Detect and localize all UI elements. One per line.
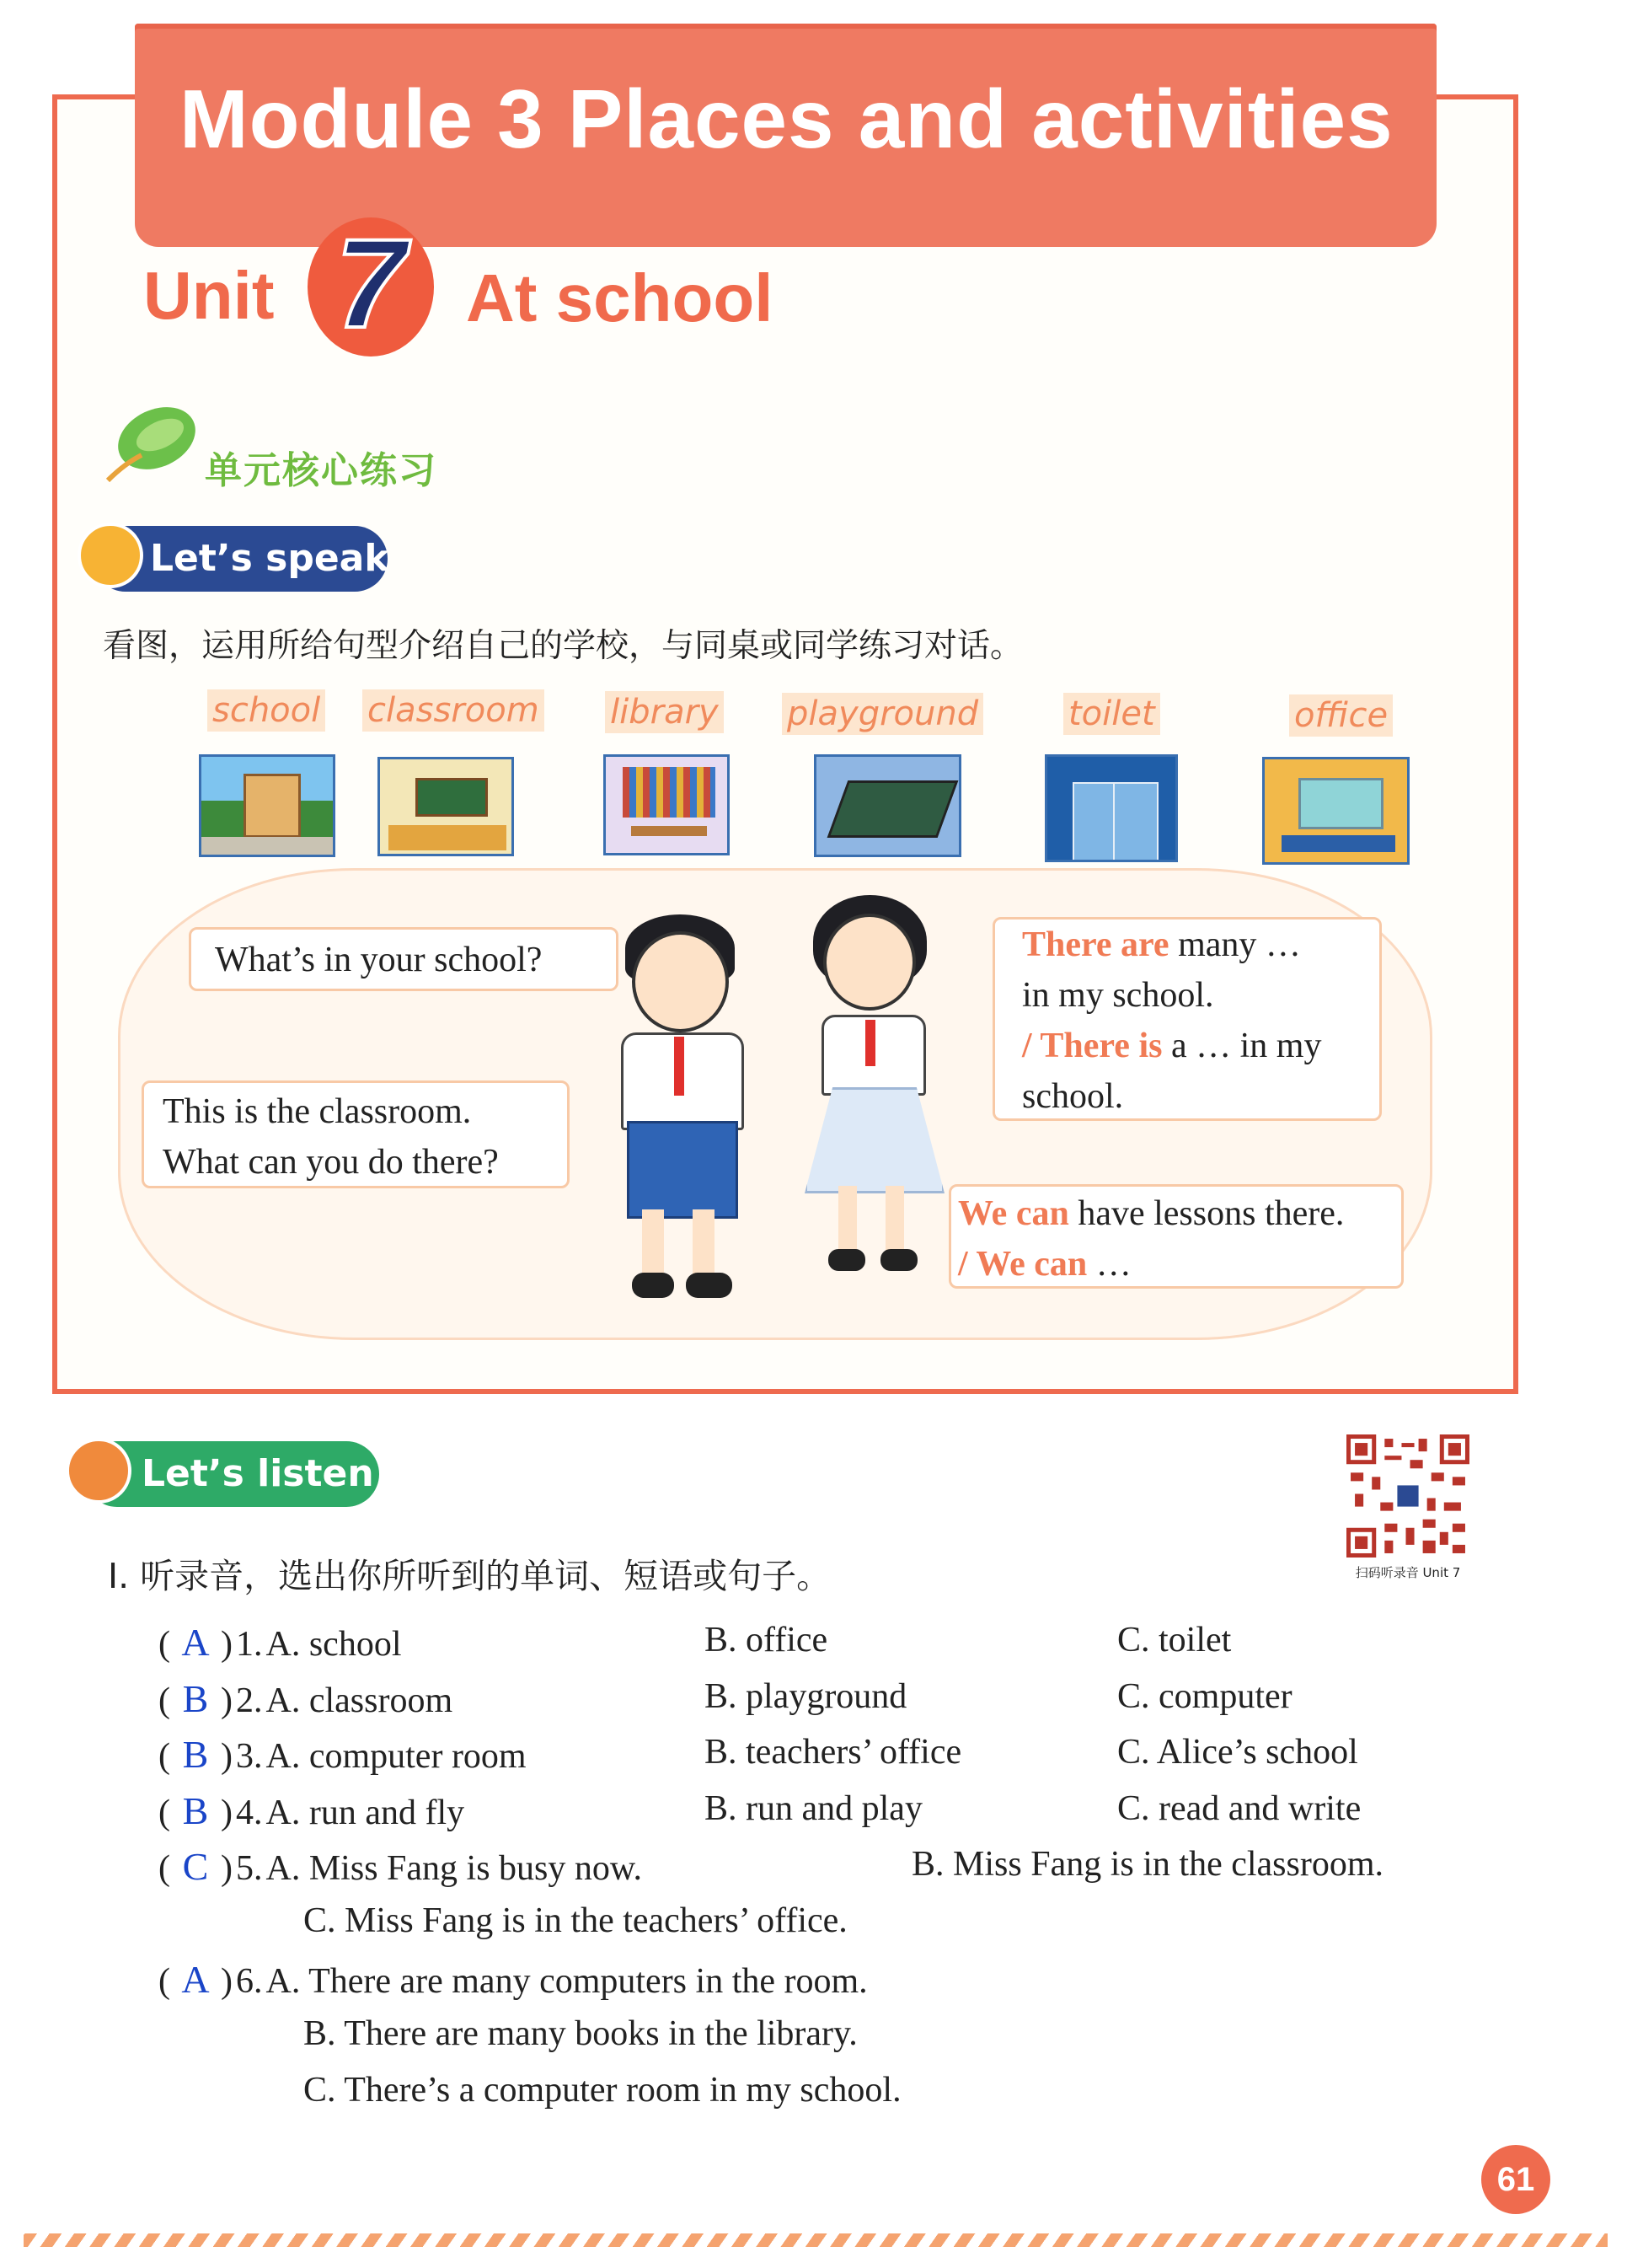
answer-paren-open: ( (158, 1625, 170, 1664)
answer-paren-open: ( (158, 1962, 170, 2001)
answer-paren-close: ) (221, 1793, 233, 1832)
answer-mark[interactable]: A (181, 1621, 210, 1664)
office-picture (1262, 757, 1410, 865)
answer-mark[interactable]: B (182, 1677, 209, 1720)
answer-mark[interactable]: B (182, 1789, 209, 1832)
bubble-highlight: / There is (1022, 1027, 1163, 1065)
lets-listen-label: Let’s listen (84, 1441, 379, 1507)
bubble-line: in my school. (1022, 976, 1214, 1015)
question-number: 2. (236, 1681, 263, 1720)
playground-picture (814, 754, 961, 857)
bubble-text: … (1087, 1245, 1132, 1284)
option-a: A. There are many computers in the room. (265, 1962, 868, 2001)
unit-title: At school (466, 260, 773, 335)
answer-paren-open: ( (158, 1681, 170, 1720)
question-number: 5. (236, 1849, 263, 1888)
bubble-highlight: We can (958, 1194, 1069, 1233)
qr-caption: 扫码听录音 Unit 7 (1355, 1565, 1461, 1580)
bubble-line (958, 1188, 1401, 1239)
speech-bubble-classroom (142, 1080, 570, 1188)
core-practice-heading: 单元核心练习 (205, 449, 437, 492)
library-picture (603, 754, 730, 855)
unit-label: Unit (143, 258, 275, 333)
bubble-text: a … in my (1162, 1027, 1322, 1065)
bubble-line (1022, 1021, 1379, 1071)
question-row (158, 1732, 527, 1777)
question-number: 4. (236, 1793, 263, 1832)
page-number: 61 (1481, 2145, 1550, 2214)
bubble-line (958, 1239, 1401, 1289)
vocab-word-playground: playground (782, 693, 983, 735)
vocab-word-school: school (207, 689, 325, 732)
girl-illustration (805, 895, 939, 1283)
option-c: C. toilet (1117, 1621, 1232, 1659)
classroom-picture (377, 757, 514, 856)
option-c: C. read and write (1117, 1789, 1362, 1828)
bubble-highlight: / We can (958, 1245, 1088, 1284)
question-row (158, 1788, 464, 1833)
footer-stripe (24, 2233, 1608, 2247)
option-c: C. computer (1117, 1677, 1293, 1716)
vocab-word-classroom: classroom (362, 689, 544, 732)
question-row (158, 1844, 642, 1889)
bubble-text: have lessons there. (1068, 1194, 1345, 1233)
question-number: 3. (236, 1737, 263, 1776)
bubble-line (1022, 920, 1379, 970)
option-a: A. classroom (265, 1681, 453, 1720)
answer-paren-open: ( (158, 1849, 170, 1888)
speech-bubble-whats-in-school (189, 927, 618, 991)
toilet-picture (1045, 754, 1178, 862)
bubble-text: many … (1169, 925, 1301, 964)
unit-number: 7 (335, 212, 406, 354)
lion-mascot-icon (78, 523, 143, 588)
boy-illustration (608, 914, 752, 1302)
option-a: A. computer room (265, 1737, 527, 1776)
answer-mark[interactable]: A (181, 1958, 210, 2001)
answer-paren-open: ( (158, 1793, 170, 1832)
answer-paren-close: ) (221, 1681, 233, 1720)
option-b: B. teachers’ office (704, 1733, 962, 1772)
answer-paren-close: ) (221, 1737, 233, 1776)
answer-paren-close: ) (221, 1849, 233, 1888)
listen-instruction: Ⅰ. 听录音，选出你所听到的单词、短语或句子。 (108, 1556, 832, 1596)
option-b: B. office (704, 1621, 828, 1659)
answer-paren-close: ) (221, 1625, 233, 1664)
leaf-icon (99, 396, 201, 489)
qr-code-icon[interactable] (1346, 1434, 1469, 1558)
option-a: A. school (265, 1625, 402, 1664)
option-b: B. playground (704, 1677, 907, 1716)
vocab-word-office: office (1289, 694, 1393, 737)
option-b: B. Miss Fang is in the classroom. (912, 1845, 1384, 1884)
question-row (158, 1620, 402, 1665)
option-b: B. run and play (704, 1789, 923, 1828)
option-c: C. Alice’s school (1117, 1733, 1358, 1772)
bubble-line: What can you do there? (163, 1143, 499, 1182)
answer-paren-open: ( (158, 1737, 170, 1776)
option-b: B. There are many books in the library. (303, 2014, 858, 2053)
bubble-text: What’s in your school? (215, 941, 543, 979)
vocab-word-toilet: toilet (1063, 693, 1160, 735)
speech-bubble-we-can (949, 1184, 1404, 1289)
module-title: Module 3 Places and activities (179, 72, 1394, 165)
bubble-line: school. (1022, 1077, 1124, 1116)
question-row (158, 1957, 868, 2002)
bubble-highlight: There are (1022, 925, 1169, 964)
answer-mark[interactable]: B (182, 1733, 209, 1776)
answer-mark[interactable]: C (182, 1845, 209, 1888)
answer-paren-close: ) (221, 1962, 233, 2001)
vocab-word-library: library (605, 691, 724, 733)
lets-speak-label: Let’s speak (93, 526, 388, 592)
question-number: 1. (236, 1625, 263, 1664)
speech-bubble-there-are (993, 917, 1382, 1121)
bubble-line: This is the classroom. (163, 1092, 472, 1131)
question-row (158, 1676, 452, 1721)
bird-mascot-icon (66, 1438, 131, 1504)
option-a: A. run and fly (265, 1793, 465, 1832)
school-picture (199, 754, 335, 857)
option-a: A. Miss Fang is busy now. (265, 1849, 642, 1888)
option-c: C. There’s a computer room in my school. (303, 2071, 902, 2110)
speak-instruction: 看图，运用所给句型介绍自己的学校，与同桌或同学练习对话。 (103, 627, 1024, 665)
option-c: C. Miss Fang is in the teachers’ office. (303, 1901, 848, 1940)
question-number: 6. (236, 1962, 263, 2001)
